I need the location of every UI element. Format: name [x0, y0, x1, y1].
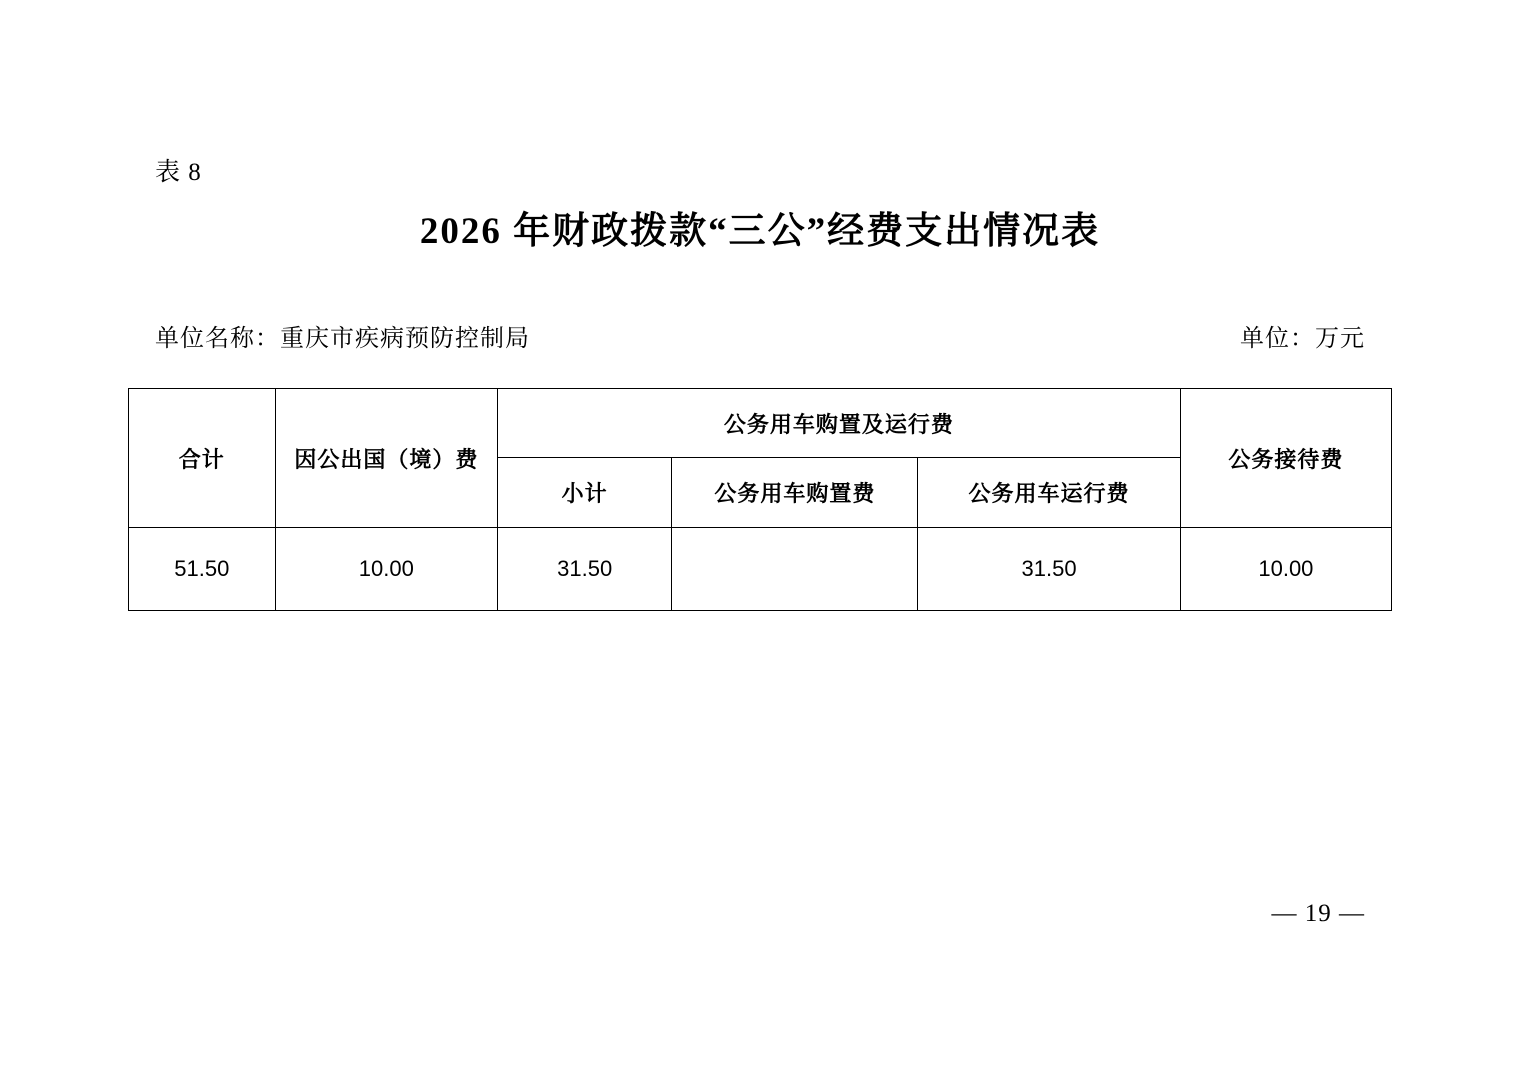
header-vehicle-operation: 公务用车运行费	[918, 458, 1180, 528]
header-vehicle-purchase: 公务用车购置费	[672, 458, 918, 528]
cell-abroad: 10.00	[275, 528, 497, 611]
unit-measure-label: 单位：万元	[1240, 326, 1365, 352]
table-header-row-1	[129, 389, 1392, 458]
cell-vehicle-operation: 31.50	[918, 528, 1180, 611]
cell-vehicle-subtotal: 31.50	[498, 528, 672, 611]
three-public-expenditure-table	[128, 388, 1392, 611]
unit-name-label: 单位名称：重庆市疾病预防控制局	[155, 326, 530, 352]
cell-vehicle-purchase	[672, 528, 918, 611]
cell-total: 51.50	[129, 528, 276, 611]
cell-reception: 10.00	[1180, 528, 1391, 611]
page-title: 2026 年财政拨款“三公”经费支出情况表	[419, 211, 1101, 252]
page-number: — 19 —	[1271, 900, 1365, 927]
header-total: 合计	[129, 389, 276, 528]
header-abroad: 因公出国（境）费	[275, 389, 497, 528]
header-reception: 公务接待费	[1180, 389, 1391, 528]
table-label: 表 8	[155, 159, 202, 186]
table-row	[129, 528, 1392, 611]
header-vehicle-group: 公务用车购置及运行费	[498, 389, 1181, 458]
header-vehicle-subtotal: 小计	[498, 458, 672, 528]
